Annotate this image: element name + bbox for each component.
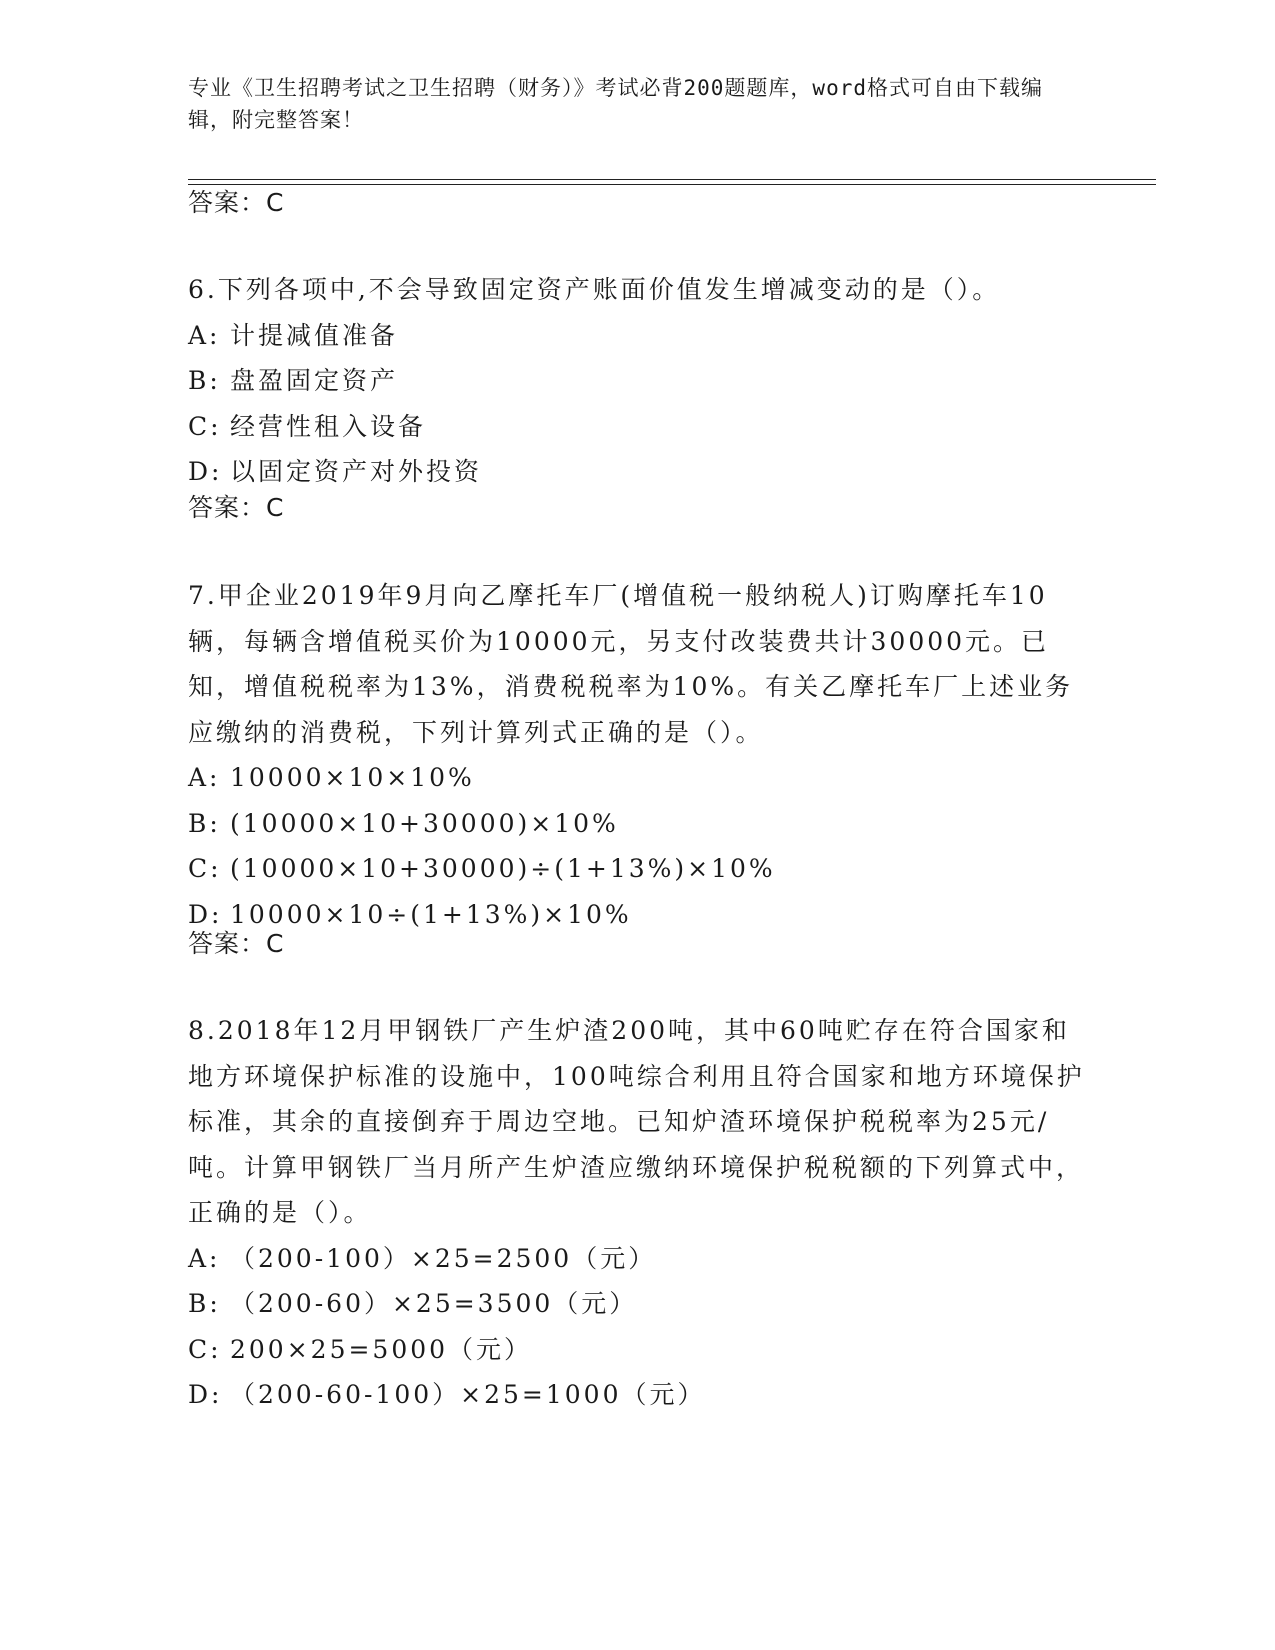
answer-line: 答案：C (188, 929, 285, 958)
header-divider-top (188, 179, 1156, 180)
question-8 (188, 1008, 1088, 1418)
option-b (188, 1281, 1088, 1327)
option-d (188, 892, 1088, 938)
option-c (188, 1327, 1088, 1373)
option-key: C: (188, 411, 222, 441)
option-text: 200×25=5000（元） (230, 1334, 533, 1364)
option-text: (10000×10+30000)×10% (230, 808, 619, 838)
option-text: （200-60-100）×25=1000（元） (230, 1380, 706, 1409)
option-b (188, 358, 1088, 404)
option-a (188, 1236, 1088, 1282)
option-key: B: (188, 1289, 221, 1318)
question-6 (188, 267, 1088, 495)
option-text: (10000×10+30000)÷(1+13%)×10% (230, 854, 776, 883)
option-key: C: (188, 1334, 222, 1364)
option-text: （200-60）×25=3500（元） (230, 1289, 638, 1318)
option-text: 计提减值准备 (230, 320, 399, 350)
option-a (188, 313, 1088, 359)
answer-line: 答案：C (188, 493, 285, 522)
option-text: （200-100）×25=2500（元） (230, 1243, 657, 1273)
option-text: 10000×10×10% (230, 763, 475, 792)
option-d (188, 449, 1088, 495)
option-key: A: (188, 763, 221, 792)
option-key: A: (188, 1243, 221, 1273)
option-key: D: (188, 1380, 223, 1409)
option-text: 经营性租入设备 (230, 411, 427, 441)
option-text: 盘盈固定资产 (230, 366, 399, 395)
option-key: B: (188, 808, 221, 838)
option-key: A: (188, 320, 221, 350)
answer-line: 答案：C (188, 188, 285, 217)
option-d (188, 1372, 1088, 1418)
option-key: B: (188, 366, 221, 395)
option-b (188, 801, 1088, 847)
option-text: 10000×10÷(1+13%)×10% (230, 899, 632, 929)
option-key: D: (188, 457, 223, 486)
option-text: 以固定资产对外投资 (230, 457, 483, 486)
header-divider-bottom (188, 184, 1156, 185)
question-stem: 7.甲企业2019年9月向乙摩托车厂(增值税一般纳税人)订购摩托车10辆，每辆含增值税买价为10000元，另支付改装费共计30000元。已知，增值税税率为13%，消费税税率为10%。有关乙摩托车厂上述业务应缴纳的消费税，下列计算列式正确的是（）。 (188, 581, 1074, 747)
document-intro: 专业《卫生招聘考试之卫生招聘（财务）》考试必背200题题库，word格式可自由下载编辑，附完整答案！ (188, 76, 1043, 132)
option-key: D: (188, 899, 223, 929)
question-stem: 8.2018年12月甲钢铁厂产生炉渣200吨，其中60吨贮存在符合国家和地方环境保护标准的设施中，100吨综合利用且符合国家和地方环境保护标准，其余的直接倒弃于周边空地。已知炉渣环境保护税税率为25元/吨。计算甲钢铁厂当月所产生炉渣应缴纳环境保护税税额的下列算式中，正确的是（）。 (188, 1016, 1085, 1227)
option-c (188, 846, 1088, 892)
option-key: C: (188, 854, 222, 883)
option-a (188, 755, 1088, 801)
question-7 (188, 573, 1088, 937)
option-c (188, 404, 1088, 450)
question-stem: 6.下列各项中,不会导致固定资产账面价值发生增减变动的是（）。 (188, 275, 1001, 304)
